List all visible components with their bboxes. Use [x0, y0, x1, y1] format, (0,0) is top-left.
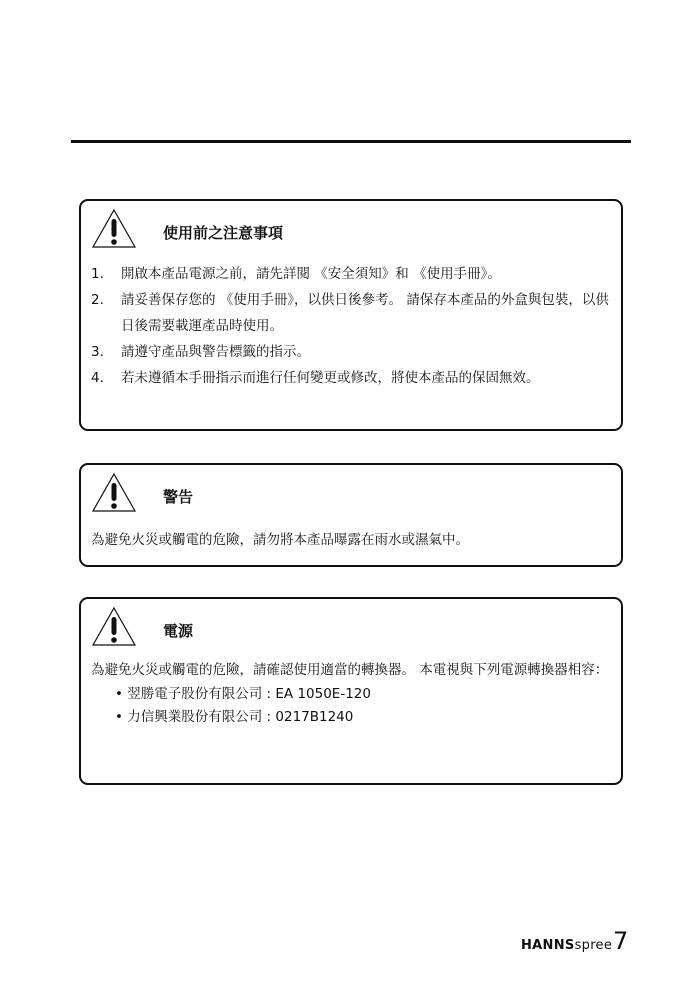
list-item: 4. 若未遵循本手冊指示而進行任何變更或修改，將使本產品的保固無效。 — [91, 370, 540, 386]
notice-list — [81, 261, 621, 391]
adapter-list — [81, 683, 621, 729]
power-text: 為避免火災或觸電的危險，請確認使用適當的轉換器。 本電視與下列電源轉換器相容： — [91, 662, 609, 678]
page-number: 7 — [613, 927, 629, 955]
warning-icon — [91, 471, 137, 513]
list-item: • 力信興業股份有限公司 : 0217B1240 — [115, 709, 354, 725]
notice-box — [79, 199, 623, 431]
notice-header — [81, 201, 621, 257]
notice-title: 使用前之注意事項 — [163, 224, 284, 242]
power-box — [79, 597, 623, 785]
warning-box — [79, 463, 623, 567]
warning-title: 警告 — [163, 488, 194, 506]
list-item: 2. 請妥善保存您的 《使用手冊》，以供日後參考。 請保存本產品的外盒與包裝，以供日後需要載運產品時使用。 — [91, 292, 609, 334]
brand-logo: HANNSspree — [521, 938, 613, 953]
top-rule — [71, 140, 631, 143]
power-title: 電源 — [163, 622, 194, 640]
warning-header — [81, 465, 621, 521]
list-item: 1. 開啟本產品電源之前，請先詳閱 《安全須知》和 《使用手冊》。 — [91, 266, 501, 282]
power-header — [81, 599, 621, 655]
warning-text: 為避免火災或觸電的危險，請勿將本產品曝露在雨水或濕氣中。 — [91, 532, 469, 548]
list-item: • 翌勝電子股份有限公司 : EA 1050E-120 — [115, 686, 371, 702]
warning-icon — [91, 605, 137, 647]
list-item: 3. 請遵守產品與警告標籤的指示。 — [91, 344, 310, 360]
warning-icon — [91, 207, 137, 249]
